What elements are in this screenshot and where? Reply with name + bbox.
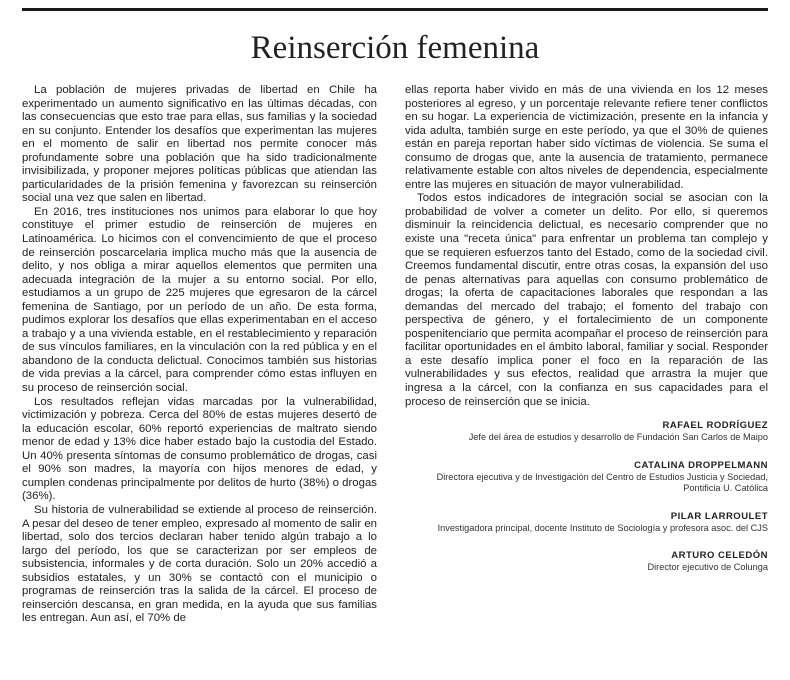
author-role: Director ejecutivo de Colunga bbox=[647, 562, 768, 573]
paragraph: En 2016, tres instituciones nos unimos para elaborar lo que hoy constituye el primer estudio de reinserción de mujeres en Latinoamérica. Lo hicimos con el convencimiento de que el proceso de reinserción poscarcelaria implica mucho más que la ausencia de delito, y nos obliga a mirar aquellos elementos que permiten una adecuada integración de la mujer a su entorno social. Por ello, estudiamos a un grupo de 225 mujeres que egresaron de la cárcel femenina de Santiago, por un período de un año. De esta forma, pudimos explorar los desafíos que ellas experimentaban en el acceso a trabajo y a una vivienda estable, en el restablecimiento y reparación de sus vínculos familiares, en la vinculación con la red pública y en el abandono de la conducta delictual. Conocimos también sus historias de vida previas a la cárcel, para comprender cómo estas influyen en su proceso de reinserción social. bbox=[22, 205, 377, 395]
author-signature bbox=[405, 459, 768, 495]
author-name: ARTURO CELEDÓN bbox=[671, 550, 768, 562]
author-signature bbox=[405, 419, 768, 444]
article-column-left bbox=[22, 84, 377, 626]
paragraph: Todos estos indicadores de integración social se asocian con la probabilidad de volver a cometer un delito. Por ello, si queremos disminuir la reincidencia delictual, es necesario comprender que no existe una "receta única" para enfrentar un problema tan complejo y que se requieren esfuerzos tanto del Estado, como de la sociedad civil. Creemos fundamental discutir, entre otras cosas, la expansión del uso de penas alternativas para aquellas con consumo problemático de drogas; la oferta de capacitaciones laborales que respondan a las demandas del mercado del trabajo; el fomento del trabajo con perspectiva de género, y el fortalecimiento de un componente pospenitenciario que permita acompañar el proceso de reinserción para facilitar oportunidades en el ámbito laboral, familiar y social. Responder a este desafío implica poner el foco en la reparación de las vulnerabilidades y sus efectos, realidad que arrastra la mujer que ingresa a la cárcel, con la confianza en sus capacidades para el proceso de reinserción que se inicia. bbox=[405, 192, 768, 408]
author-role: Investigadora principal, docente Instituto de Sociología y profesora asoc. del CJS bbox=[437, 522, 768, 533]
author-name: CATALINA DROPPELMANN bbox=[634, 459, 768, 471]
author-role: Pontificia U. Católica bbox=[683, 483, 768, 494]
author-signature bbox=[405, 510, 768, 535]
article-title: Reinserción femenina bbox=[250, 30, 540, 66]
paragraph: Los resultados reflejan vidas marcadas por la vulnerabilidad, victimización y pobreza. Cerca del 80% de estas mujeres desertó de la educación escolar, 60% reportó experiencias de maltrato siendo menor de edad y 13% dice haber estado bajo la custodia del Estado. Un 40% presenta síntomas de consumo problemático de drogas, casi el 90% son madres, la mayoría con hijos menores de edad, y cumplen condenas principalmente por delitos de hurto (38%) o drogas (36%). bbox=[22, 395, 377, 503]
author-signature bbox=[405, 549, 768, 574]
author-name: RAFAEL RODRÍGUEZ bbox=[662, 420, 768, 432]
paragraph: Su historia de vulnerabilidad se extiende al proceso de reinserción. A pesar del deseo de tener empleo, expresado al momento de salir en libertad, solo dos tercios declaran haber tenido algún trabajo a lo largo del período, los que se caracterizan por ser empleos de subsistencia, informales y de corta duración. Solo un 20% accedió a subsidios estatales, y un 30% se contactó con el municipio o programas de reinserción tras la salida de la cárcel. El proceso de reinserción descansa, en gran medida, en la ayuda que sus familias les entregan. Aun así, el 70% de bbox=[22, 503, 377, 625]
author-name: PILAR LARROULET bbox=[670, 510, 768, 522]
paragraph: La población de mujeres privadas de libertad en Chile ha experimentado un aumento significativo en las últimas décadas, con las consecuencias que esto trae para ellas, sus familias y la sociedad en su conjunto. Entender los desafíos que experimentan las mujeres en el momento de salir en libertad nos permite conocer más profundamente sobre una población que ha sido tradicionalmente invisibilizada, y proponer mejores políticas públicas que atiendan las particularidades de la prisión femenina y favorezcan su reinserción social una vez que salen en libertad. bbox=[22, 84, 377, 205]
top-rule bbox=[22, 8, 768, 11]
author-role: Directora ejecutiva y de Investigación del Centro de Estudios Justicia y Sociedad, bbox=[436, 471, 768, 482]
author-role: Jefe del área de estudios y desarrollo de Fundación San Carlos de Maipo bbox=[468, 432, 768, 443]
article-column-right bbox=[405, 84, 768, 574]
paragraph-continuation: ellas reporta haber vivido en más de una vivienda en los 12 meses posteriores al egreso, y un porcentaje relevante refiere tener conflictos en su hogar. La experiencia de victimización, presente en la infancia y vida adulta, también surge en este período, ya que el 30% de quienes están en pareja reportan haber sido víctimas de violencia. Se suma el consumo de drogas que, ante la ausencia de tratamiento, permanece relativamente estable con altos niveles de dependencia, especialmente entre las mujeres en situación de mayor vulnerabilidad. bbox=[405, 84, 768, 191]
